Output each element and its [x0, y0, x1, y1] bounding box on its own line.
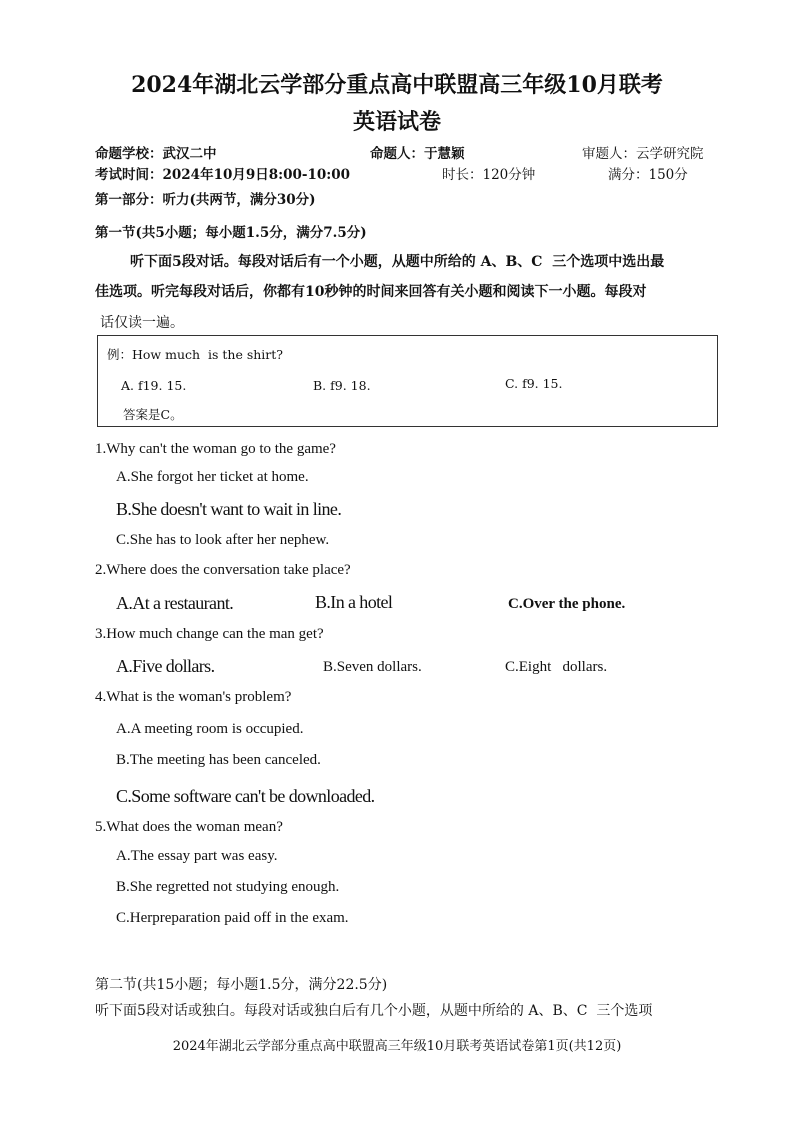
question-2-option-a: A.At a restaurant. — [116, 593, 234, 613]
question-4-option-b: B.The meeting has been canceled. — [116, 752, 321, 768]
section2-instruction: 听下面5段对话或独白。每段对话或独白后有几个小题，从题中所给的 A、B、C 三个选项 — [95, 1003, 653, 1019]
section1-instruction-line2: 佳选项。听完每段对话后，你都有10秒钟的时间来回答有关小题和阅读下一小题。每段对 — [95, 284, 647, 300]
question-2-option-c: C.Over the phone. — [508, 596, 626, 612]
question-5-option-a: A.The essay part was easy. — [116, 848, 278, 864]
page-footer: 2024年湖北云学部分重点高中联盟高三年级10月联考英语试卷第1页(共12页) — [172, 1039, 622, 1054]
example-option-b: B. f9. 18. — [313, 378, 371, 393]
meta-author: 命题人：于慧颖 — [370, 146, 465, 162]
section1-instruction-line1: 听下面5段对话。每段对话后有一个小题，从题中所给的 A、B、C 三个选项中选出最 — [130, 254, 665, 270]
meta-exam-time: 考试时间：2024年10月9日8:00-10:00 — [95, 167, 351, 183]
meta-reviewer: 审题人：云学研究院 — [582, 146, 704, 162]
question-1-option-a: A.She forgot her ticket at home. — [116, 469, 309, 485]
question-4-option-a: A.A meeting room is occupied. — [116, 721, 304, 737]
question-2-stem: 2.Where does the conversation take place? — [95, 562, 351, 578]
question-1-stem: 1.Why can't the woman go to the game? — [95, 441, 336, 457]
question-1-option-b: B.She doesn't want to wait in line. — [116, 499, 342, 519]
section1-instruction-line3: 话仅读一遍。 — [100, 315, 184, 331]
part1-heading: 第一部分：听力(共两节，满分30分) — [95, 192, 316, 208]
question-5-stem: 5.What does the woman mean? — [95, 819, 283, 835]
question-3-option-a: A.Five dollars. — [116, 656, 215, 676]
question-3-stem: 3.How much change can the man get? — [95, 626, 324, 642]
question-4-stem: 4.What is the woman's problem? — [95, 689, 292, 705]
exam-title-line1: 2024年湖北云学部分重点高中联盟高三年级10月联考 — [131, 72, 663, 98]
question-5-option-c: C.Herpreparation paid off in the exam. — [116, 910, 349, 926]
section1-heading: 第一节(共5小题；每小题1.5分，满分7.5分) — [95, 225, 367, 241]
meta-school: 命题学校：武汉二中 — [95, 146, 217, 162]
question-3-option-c: C.Eight dollars. — [505, 659, 608, 675]
section2-heading: 第二节(共15小题；每小题1.5分，满分22.5分) — [95, 977, 388, 993]
question-1-option-c: C.She has to look after her nephew. — [116, 532, 330, 548]
exam-title-line2: 英语试卷 — [352, 109, 441, 135]
example-option-c: C. f9. 15. — [505, 376, 563, 391]
example-option-a: A. f19. 15. — [121, 378, 187, 393]
example-answer: 答案是C。 — [123, 407, 183, 422]
question-5-option-b: B.She regretted not studying enough. — [116, 879, 340, 895]
meta-full-score: 满分：150分 — [608, 167, 688, 183]
example-question: 例：How much is the shirt? — [107, 347, 283, 362]
question-2-option-b: B.In a hotel — [315, 592, 393, 612]
question-4-option-c: C.Some software can't be downloaded. — [116, 786, 375, 806]
meta-duration: 时长：120分钟 — [442, 167, 536, 183]
question-3-option-b: B.Seven dollars. — [323, 659, 422, 675]
